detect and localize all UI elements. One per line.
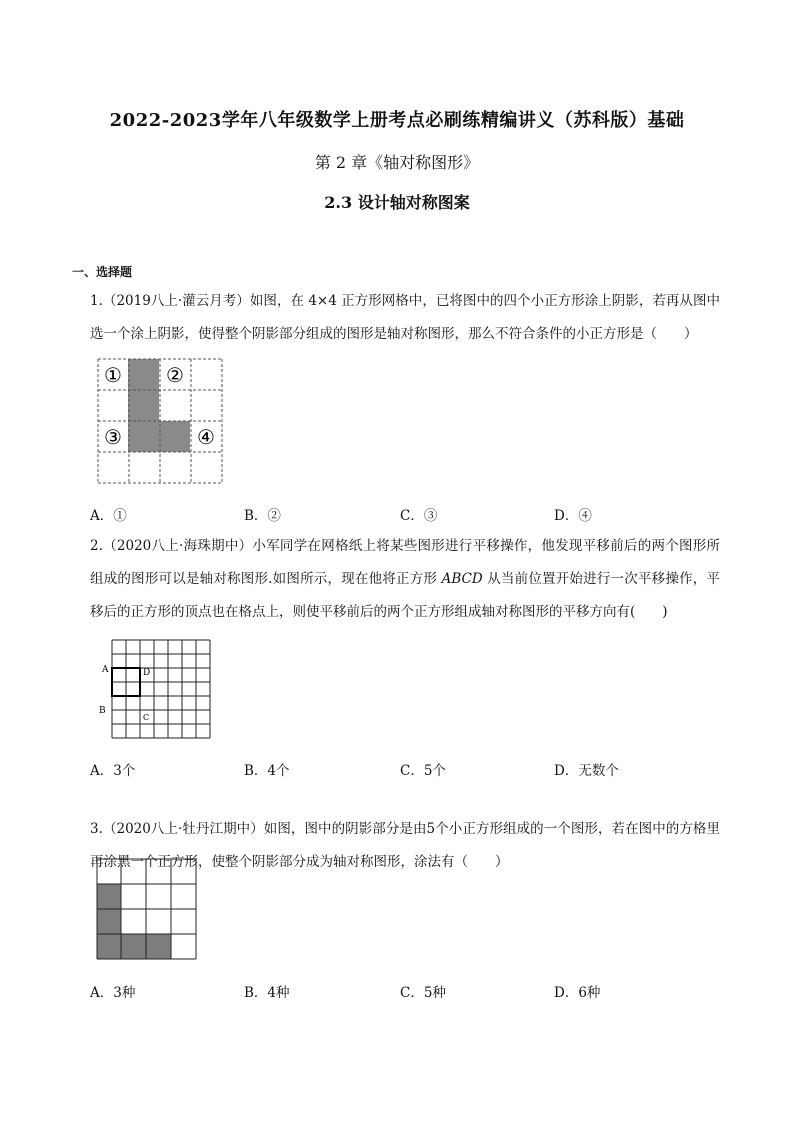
question-1-text: 1.（2019八上·灌云月考）如图，在 4×4 正方形网格中，已将图中的四个小正方形涂上阴影，若再从图中选一个涂上阴影，使得整个阴影部分组成的图形是轴对称图形，那么不符合条件的小正方形是（ ）	[90, 293, 720, 342]
question-2-text-after: 从当前位置开始进行一次平移操作，平移后的正方形的顶点也在格点上，则使平移前后的两个正方形组成轴对称图形的平移方向有( )	[90, 571, 720, 620]
section-heading: 一、选择题	[72, 265, 133, 279]
mark-2: ②	[166, 363, 184, 387]
document-title: 2022-2023学年八年级数学上册考点必刷练精编讲义（苏科版）基础	[109, 110, 685, 131]
mark-3: ③	[104, 425, 122, 449]
grid-lines	[112, 640, 210, 738]
mark-1: ①	[104, 363, 122, 387]
option-a[interactable]: A．3种	[90, 985, 136, 1001]
option-c[interactable]: C．5个	[400, 763, 446, 779]
option-b[interactable]: B．4个	[244, 763, 290, 779]
option-a[interactable]: A．①	[90, 508, 127, 524]
question-2-text	[90, 530, 720, 629]
question-1-grid-figure	[96, 357, 228, 487]
lesson-heading: 2.3 设计轴对称图案	[324, 193, 470, 212]
question-2-text-before: 2.（2020八上·海珠期中）小军同学在网格纸上将某些图形进行平移操作，他发现平移前后的两个图形所组成的图形可以是轴对称图形.如图所示，现在他将正方形	[90, 538, 720, 587]
chapter-heading: 第 2 章《轴对称图形》	[314, 153, 480, 172]
label-c: C	[143, 713, 150, 722]
option-c[interactable]: C．③	[400, 508, 438, 524]
question-2-options	[90, 759, 730, 779]
mark-4: ④	[197, 425, 215, 449]
option-d[interactable]: D．6种	[554, 985, 601, 1001]
question-3-grid-figure	[96, 858, 198, 962]
option-b[interactable]: B．②	[244, 508, 281, 524]
option-b[interactable]: B．4种	[244, 985, 290, 1001]
question-1-options	[90, 504, 730, 524]
option-c[interactable]: C．5种	[400, 985, 446, 1001]
label-a: A	[102, 665, 109, 675]
label-d: D	[143, 668, 151, 678]
shaded-cells	[97, 884, 171, 959]
label-b: B	[99, 706, 106, 716]
square-name: ABCD	[441, 571, 483, 587]
question-3-options	[90, 981, 730, 1001]
option-d[interactable]: D．④	[554, 508, 592, 524]
option-d[interactable]: D．无数个	[554, 763, 619, 779]
option-a[interactable]: A．3个	[90, 763, 136, 779]
question-2-grid-figure	[94, 635, 216, 747]
question-3-text: 3.（2020八上·牡丹江期中）如图，图中的阴影部分是由5个小正方形组成的一个图形，若在图中的方格里再涂黑一个正方形，使整个阴影部分成为轴对称图形，涂法有（ ）	[90, 821, 720, 870]
